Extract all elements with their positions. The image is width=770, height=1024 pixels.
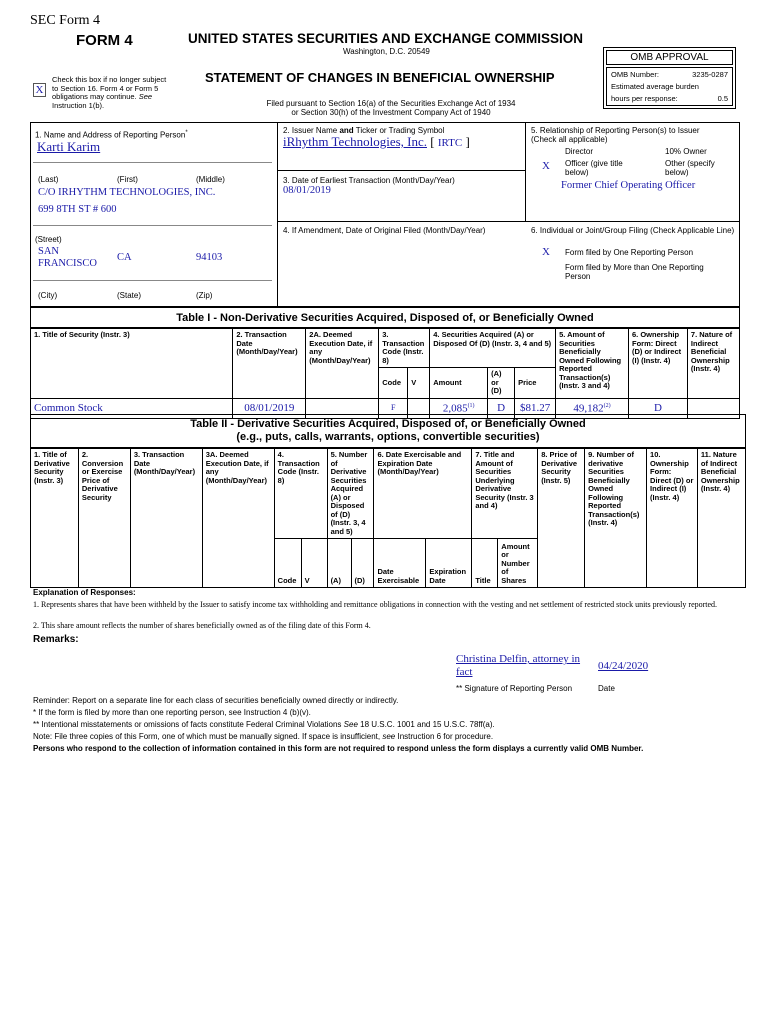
t1-code: Code — [379, 368, 408, 399]
omb-approval-box — [603, 47, 736, 109]
security-title: Common Stock — [31, 398, 233, 418]
t2-h3: 3. Transaction Date (Month/Day/Year) — [130, 449, 202, 588]
zip-value: 94103 — [196, 252, 223, 263]
transaction-date: 08/01/2019 — [233, 398, 306, 418]
t2-h8: 8. Price of Derivative Security (Instr. 5) — [538, 449, 585, 588]
section16-checkbox[interactable] — [33, 83, 46, 97]
middle-label: (Middle) — [196, 175, 225, 184]
t1-h7: 7. Nature of Indirect Beneficial Ownership (Instr. 4) — [687, 329, 739, 399]
multi-person-option[interactable]: Form filed by More than One Reporting Person — [565, 263, 704, 281]
ad-cell: D — [488, 398, 515, 418]
form-title: FORM 4 — [76, 32, 133, 49]
box6-label: 6. Individual or Joint/Group Filing (Check Applicable Line) — [531, 226, 735, 235]
t2-h5: 5. Number of Derivative Securities Acquired (A) or Disposed of (D) (Instr. 3, 4 and 5) — [327, 449, 374, 539]
t2-a: (A) — [327, 539, 351, 588]
one-person-option[interactable]: Form filed by One Reporting Person — [565, 248, 694, 257]
table1-title: Table I - Non-Derivative Securities Acquired, Disposed of, or Beneficially Owned — [176, 312, 594, 324]
footer-omb-notice: Persons who respond to the collection of information contained in this form are not required to respond unless the form displays a currently valid OMB Number. — [33, 744, 644, 753]
first-label: (First) — [117, 175, 138, 184]
t2-h3a: 3A. Deemed Execution Date, if any (Month/Day/Year) — [202, 449, 274, 588]
ownership-form-cell: D — [628, 398, 687, 418]
box4-label: 4. If Amendment, Date of Original Filed (Month/Day/Year) — [283, 226, 486, 235]
table1-non-derivative — [30, 328, 740, 419]
date-label: Date — [598, 684, 615, 693]
t2-h1: 1. Title of Derivative Security (Instr. 3) — [31, 449, 79, 588]
earliest-transaction-date: 08/01/2019 — [283, 185, 331, 196]
t1-h2a: 2A. Deemed Execution Date, if any (Month/Day/Year) — [306, 329, 379, 399]
t2-h4: 4. Transaction Code (Instr. 8) — [274, 449, 327, 539]
t2-d: (D) — [351, 539, 374, 588]
sec-form-label: SEC Form 4 — [30, 13, 101, 28]
t2-code: Code — [274, 539, 301, 588]
checkbox-mark: X — [35, 84, 44, 96]
footnote-2: 2. This share amount reflects the number of shares beneficially owned as of the filing date of this Form 4. — [33, 621, 371, 630]
omb-burden-label: Estimated average burden — [611, 82, 699, 91]
price-cell: $81.27 — [515, 398, 556, 418]
city-value: SAN FRANCISCO — [38, 246, 97, 269]
director-option[interactable]: Director — [565, 147, 594, 156]
ticker-symbol: IRTC — [437, 137, 463, 149]
box5-label: 5. Relationship of Reporting Person(s) to Issuer (Check all applicable) — [531, 126, 700, 144]
t2-v: V — [301, 539, 327, 588]
t1-h1: 1. Title of Security (Instr. 3) — [31, 329, 233, 399]
t2-h11: 11. Nature of Indirect Beneficial Ownership (Instr. 4) — [697, 449, 745, 588]
other-option[interactable]: Other (specify below) — [665, 159, 715, 177]
filing-checkmark: X — [542, 246, 550, 258]
footnote-1: 1. Represents shares that have been withheld by the Issuer to satisfy income tax withholding and remittance obligations in connection with the vesting and net settlement of restricted stock units previously reported. — [33, 600, 718, 609]
owned-cell: 49,182$^{(2)}$ — [556, 398, 629, 418]
remarks-heading: Remarks: — [33, 634, 79, 645]
footer-instruction-4: * If the form is filed by more than one reporting person, see Instruction 4 (b)(v). — [33, 708, 311, 717]
t2-expiration-date: Expiration Date — [426, 539, 472, 588]
statement-title: STATEMENT OF CHANGES IN BENEFICIAL OWNERSHIP — [205, 70, 555, 85]
t2-date-exercisable: Date Exercisable — [374, 539, 426, 588]
t1-h6: 6. Ownership Form: Direct (D) or Indirect (I) (Instr. 4) — [628, 329, 687, 399]
t1-h5: 5. Amount of Securities Beneficially Owned Following Reported Transaction(s) (Instr. 3 and 4) — [556, 329, 629, 399]
state-label: (State) — [117, 291, 142, 300]
address-line2: 699 8TH ST # 600 — [38, 204, 117, 215]
t1-h4: 4. Securities Acquired (A) or Disposed Of (D) (Instr. 3, 4 and 5) — [430, 329, 556, 368]
last-label: (Last) — [38, 175, 59, 184]
t2-h2: 2. Conversion or Exercise Price of Derivative Security — [78, 449, 130, 588]
reporting-person-name[interactable]: Karti Karim — [37, 139, 101, 154]
signature-date: 04/24/2020 — [598, 660, 649, 672]
t2-h9: 9. Number of derivative Securities Beneficially Owned Following Reported Transaction(s) (Instr. 4) — [585, 449, 647, 588]
address-line1: C/O IRHYTHM TECHNOLOGIES, INC. — [38, 187, 216, 198]
footer-note: Note: File three copies of this Form, one of which must be manually signed. If space is insufficient, see Instruction 6 for procedure. — [33, 732, 494, 741]
t1-amount: Amount — [430, 368, 488, 399]
t2-title: Title — [472, 539, 498, 588]
box1-label: 1. Name and Address of Reporting Person* — [35, 130, 188, 140]
zip-label: (Zip) — [196, 291, 213, 300]
filed-pursuant: Filed pursuant to Section 16(a) of the Securities Exchange Act of 1934 or Section 30(h) of the Investment Company Act of 1940 — [266, 99, 516, 117]
omb-hours-value: 0.5 — [717, 94, 728, 103]
transaction-code: F — [379, 398, 408, 418]
issuer-line: iRhythm Technologies, Inc. [ IRTC ] — [283, 134, 470, 149]
amount-cell: 2,085$^{(1)}$ — [430, 398, 488, 418]
issuer-name[interactable]: iRhythm Technologies, Inc. — [283, 134, 427, 149]
t1-price: Price — [515, 368, 556, 399]
t2-amount-shares: Amount or Number of Shares — [498, 539, 538, 588]
signature-label: ** Signature of Reporting Person — [456, 684, 573, 693]
explanation-heading: Explanation of Responses: — [33, 588, 136, 597]
t2-h10: 10. Ownership Form: Direct (D) or Indirect (I) (Instr. 4) — [647, 449, 698, 588]
omb-number-label: OMB Number: — [611, 70, 659, 79]
t1-ad: (A) or (D) — [488, 368, 515, 399]
checkbox-text: Check this box if no longer subject to Section 16. Form 4 or Form 5 obligations may continue. See Instruction 1(b). — [52, 75, 167, 110]
omb-number-value: 3235-0287 — [692, 70, 728, 79]
table2-derivative — [30, 448, 746, 588]
table2-title: Table II - Derivative Securities Acquired, Disposed of, or Beneficially Owned (e.g., puts, calls, warrants, options, convertible securities) — [190, 418, 586, 443]
officer-title: Former Chief Operating Officer — [561, 180, 696, 191]
footer-reminder: Reminder: Report on a separate line for each class of securities beneficially owned directly or indirectly. — [33, 696, 399, 705]
omb-hours-label: hours per response: — [611, 94, 678, 103]
t2-h6: 6. Date Exercisable and Expiration Date (Month/Day/Year) — [374, 449, 472, 539]
footer-violations: ** Intentional misstatements or omissions of facts constitute Federal Criminal Violations See 18 U.S.C. 1001 and 15 U.S.C. 78ff(a). — [33, 720, 495, 729]
t2-h7: 7. Title and Amount of Securities Underlying Derivative Security (Instr. 3 and 4) — [472, 449, 538, 539]
street-label: (Street) — [35, 235, 62, 244]
box3-label: 3. Date of Earliest Transaction (Month/Day/Year) — [283, 176, 455, 185]
ten-percent-owner-option[interactable]: 10% Owner — [665, 147, 707, 156]
commission-city: Washington, D.C. 20549 — [343, 47, 430, 56]
commission-title: UNITED STATES SECURITIES AND EXCHANGE COMMISSION — [188, 31, 584, 46]
officer-checkmark: X — [542, 160, 550, 172]
t1-h3: 3. Transaction Code (Instr. 8) — [379, 329, 430, 368]
state-value: CA — [117, 252, 132, 263]
t1-v: V — [408, 368, 430, 399]
omb-title: OMB APPROVAL — [606, 50, 733, 65]
t1-h2: 2. Transaction Date (Month/Day/Year) — [233, 329, 306, 399]
city-label: (City) — [38, 291, 58, 300]
officer-option[interactable]: Officer (give title below) — [565, 159, 623, 177]
signature-name[interactable]: Christina Delfin, attorney in fact — [456, 653, 581, 678]
box2-label: 2. Issuer Name and Ticker or Trading Symbol — [283, 126, 445, 135]
